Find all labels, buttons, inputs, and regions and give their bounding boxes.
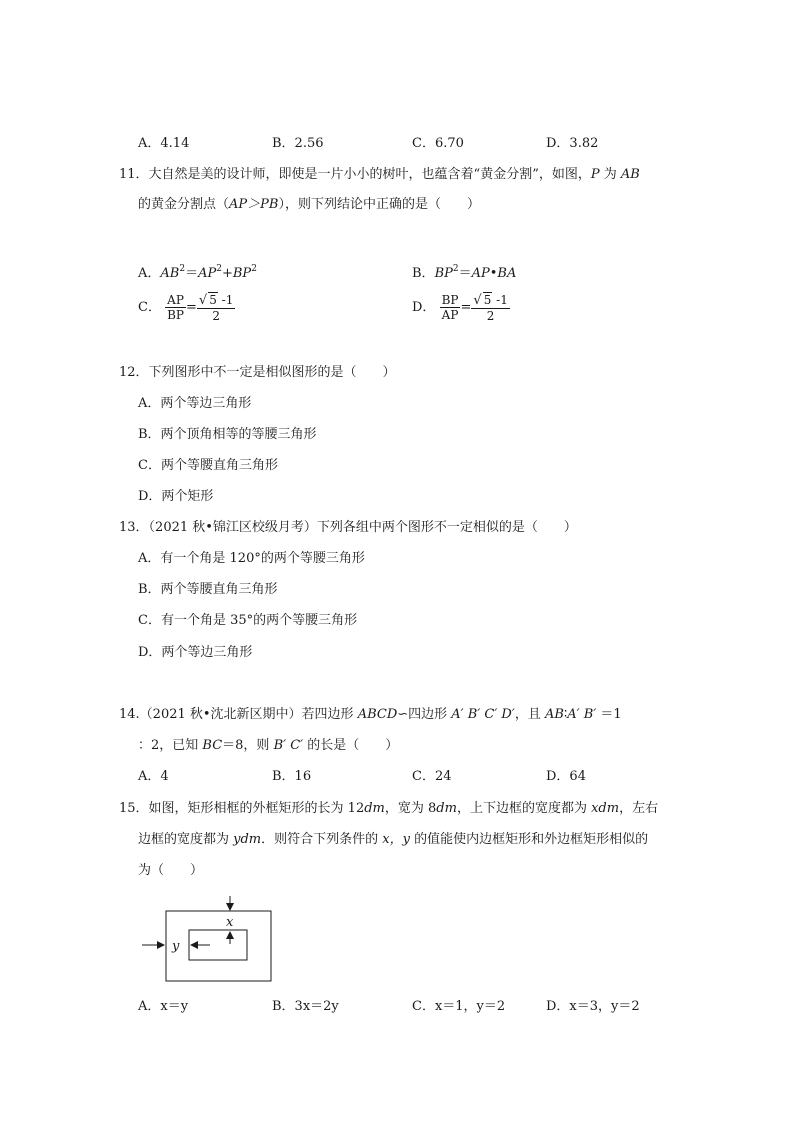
q12-option-b: B．两个顶角相等的等腰三角形: [138, 427, 317, 442]
q11-option-c: C． $\frac{AP}{BP}$ = $\frac{√ 5 -1}{2}$: [138, 293, 234, 323]
q15-option-a: A．x＝y: [138, 999, 189, 1014]
q13-stem: 13．（2021 秋•锦江区校级月考）下列各组中两个图形不一定相似的是（ ）: [119, 520, 577, 535]
q14-stem-line1: 14.（2021 秋•沈北新区期中）若四边形 ABCD∽四边形 A′ B′ C′ D′，且 AB∶A′ B′ ＝1: [119, 707, 622, 722]
q10-option-b: B．2.56: [272, 136, 324, 151]
fig-label-y: y: [172, 939, 180, 954]
q13-option-b: B．两个等腰直角三角形: [138, 582, 278, 597]
q14-option-c: C．24: [412, 769, 452, 784]
q12-option-d: D．两个矩形: [138, 489, 214, 504]
outer-frame-rect: [166, 911, 271, 981]
fraction-golden-ratio: $\frac{√ 5 -1}{2}$: [473, 293, 508, 323]
q11-option-b: B．$BP^2=AP•BA$: [412, 264, 517, 281]
q15-stem-line2: 边框的宽度都为 ydm．则符合下列条件的 x，y 的值能使内边框矩形和外边框矩形相似的: [138, 832, 649, 847]
frame-figure: [138, 892, 288, 984]
q10-option-a: A．4.14: [138, 136, 190, 151]
q13-option-a: A．有一个角是 120°的两个等腰三角形: [138, 551, 365, 566]
q15-option-c: C．x＝1，y＝2: [412, 999, 506, 1014]
q14-option-d: D．64: [546, 769, 586, 784]
q15-stem-line1: 15．如图，矩形相框的外框矩形的长为 12dm，宽为 8dm，上下边框的宽度都为 xdm，左右: [119, 801, 659, 816]
fraction-golden-ratio: $\frac{√ 5 -1}{2}$: [198, 293, 234, 323]
q11-stem-line1: 11．大自然是美的设计师，即使是一片小小的树叶，也蕴含着“黄金分割”，如图，P 为 AB: [119, 167, 640, 182]
q14-stem-line2: ：2，已知 BC＝8，则 B′ C′ 的长是（ ）: [138, 738, 399, 753]
q15-stem-line3: 为（ ）: [138, 863, 204, 878]
q10-option-d: D．3.82: [546, 136, 599, 151]
q13-option-c: C．有一个角是 35°的两个等腰三角形: [138, 613, 358, 628]
q14-option-b: B．16: [272, 769, 312, 784]
q14-option-a: A．4: [138, 769, 169, 784]
q12-stem: 12．下列图形中不一定是相似图形的是（ ）: [119, 365, 396, 380]
q11-stem-line2: 的黄金分割点（AP＞PB），则下列结论中正确的是（ ）: [138, 197, 480, 212]
q11-option-a: A．$AB^2=AP^2+BP^2$: [138, 264, 257, 281]
q12-option-a: A．两个等边三角形: [138, 396, 252, 411]
q13-option-d: D．两个等边三角形: [138, 645, 253, 660]
q15-option-b: B．3x＝2y: [272, 999, 339, 1014]
fraction-bp-ap: $\frac{BP}{AP}$: [441, 293, 459, 322]
fig-label-x: x: [226, 915, 234, 930]
fraction-ap-bp: $\frac{AP}{BP}$: [167, 293, 184, 322]
q11-option-d: D． $\frac{BP}{AP}$ = $\frac{√ 5 -1}{2}$: [412, 293, 508, 323]
q10-option-c: C．6.70: [412, 136, 464, 151]
q12-option-c: C．两个等腰直角三角形: [138, 458, 278, 473]
q15-option-d: D．x＝3，y＝2: [546, 999, 640, 1014]
